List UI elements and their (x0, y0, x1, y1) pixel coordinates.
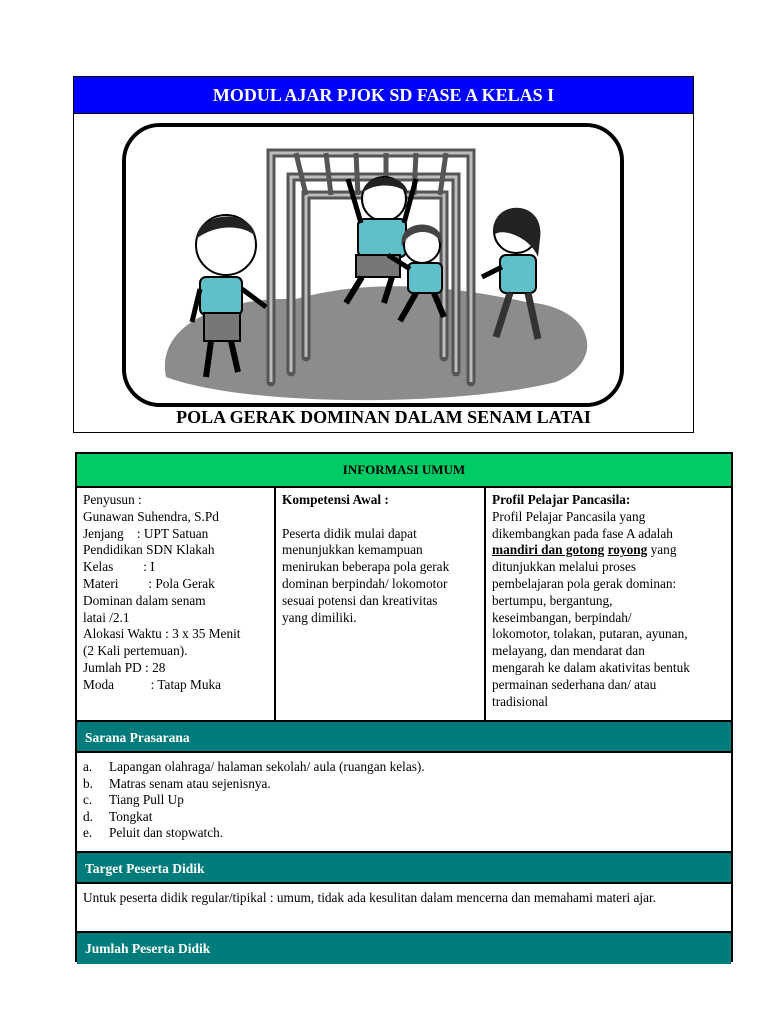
kompetensi-awal-title: Kompetensi Awal : (282, 492, 389, 507)
list-marker: d. (83, 808, 93, 824)
sarana-prasarana-header: Sarana Prasarana (77, 722, 731, 753)
profil-emphasis-line (492, 542, 725, 559)
kompetensi-line: menunjukkan kemampuan (282, 542, 423, 558)
profil-line: pembelajaran pola gerak dominan: (492, 575, 677, 591)
profil-line: Profil Pelajar Pancasila yang (492, 508, 646, 524)
profil-line: dikembangkan pada fase A adalah (492, 525, 673, 541)
list-item (83, 776, 725, 793)
list-item-text: Tongkat (109, 808, 153, 824)
profil-line: permainan sederhana dan/ atau (492, 676, 657, 692)
identity-line: Moda : Tatap Muka (83, 676, 222, 692)
target-peserta-didik-header: Target Peserta Didik (77, 853, 731, 884)
info-columns (77, 488, 731, 722)
list-item (83, 825, 725, 842)
list-marker: b. (83, 775, 93, 791)
playground-drawing (126, 127, 620, 403)
identity-line: latai /2.1 (83, 609, 130, 625)
identity-line: Materi : Pola Gerak (83, 575, 215, 591)
list-item (83, 809, 725, 826)
identity-line: (2 Kali pertemuan). (83, 643, 188, 659)
kompetensi-line: Peserta didik mulai dapat (282, 525, 417, 541)
list-item (83, 792, 725, 809)
profil-line: bertumpu, bergantung, (492, 592, 613, 608)
profil-line-tail: yang (647, 542, 677, 558)
cover-title: MODUL AJAR PJOK SD FASE A KELAS I (74, 77, 693, 114)
profil-line: tradisional (492, 693, 549, 709)
profil-line: keseimbangan, berpindah/ (492, 609, 632, 625)
sarana-prasarana-list (77, 753, 731, 853)
kompetensi-line: sesuai potensi dan kreativitas (282, 592, 438, 608)
kompetensi-line: dominan berpindah/ lokomotor (282, 575, 448, 591)
profil-emphasis-2: royong (607, 542, 648, 558)
identity-line: Alokasi Waktu : 3 x 35 Menit (83, 626, 241, 642)
profil-line: lokomotor, tolakan, putaran, ayunan, (492, 626, 688, 642)
list-item-text: Matras senam atau sejenisnya. (109, 775, 271, 791)
profil-pelajar-title: Profil Pelajar Pancasila: (492, 492, 631, 507)
profil-pelajar-column (486, 488, 731, 720)
list-item-text: Peluit dan stopwatch. (109, 825, 224, 840)
cover-block (73, 76, 694, 433)
identity-line: Penyusun : (83, 492, 142, 507)
list-marker: c. (83, 792, 93, 807)
identity-line: Gunawan Suhendra, S.Pd (83, 508, 219, 524)
list-item-text: Tiang Pull Up (109, 792, 184, 807)
target-peserta-didik-text: Untuk peserta didik regular/tipikal : umum, tidak ada kesulitan dalam mencerna dan memahami materi ajar. (77, 884, 731, 933)
list-item (83, 759, 725, 776)
identity-line: Jumlah PD : 28 (83, 659, 166, 675)
kompetensi-awal-column (276, 488, 486, 720)
identity-line: Kelas : I (83, 559, 155, 575)
informasi-umum-table (75, 452, 733, 962)
kompetensi-line: menirukan beberapa pola gerak (282, 559, 450, 575)
identity-line: Pendidikan SDN Klakah (83, 542, 215, 558)
identity-line: Dominan dalam senam (83, 592, 206, 608)
identity-column (77, 488, 276, 720)
identity-line: Jenjang : UPT Satuan (83, 525, 209, 541)
jumlah-peserta-didik-header: Jumlah Peserta Didik (77, 933, 731, 964)
profil-line: melayang, dan mendarat dan (492, 643, 645, 659)
list-marker: e. (83, 825, 93, 840)
cover-subtitle: POLA GERAK DOMINAN DALAM SENAM LATAI (176, 407, 591, 427)
list-item-text: Lapangan olahraga/ halaman sekolah/ aula (ruangan kelas). (109, 759, 425, 774)
list-marker: a. (83, 759, 93, 774)
profil-line: ditunjukkan melalui proses (492, 559, 637, 575)
kompetensi-line: yang dimiliki. (282, 609, 357, 625)
children-playground-illustration (122, 123, 624, 407)
profil-emphasis-1: mandiri dan gotong (492, 542, 605, 558)
informasi-umum-header: INFORMASI UMUM (77, 454, 731, 488)
profil-line: mengarah ke dalam akativitas bentuk (492, 659, 690, 675)
